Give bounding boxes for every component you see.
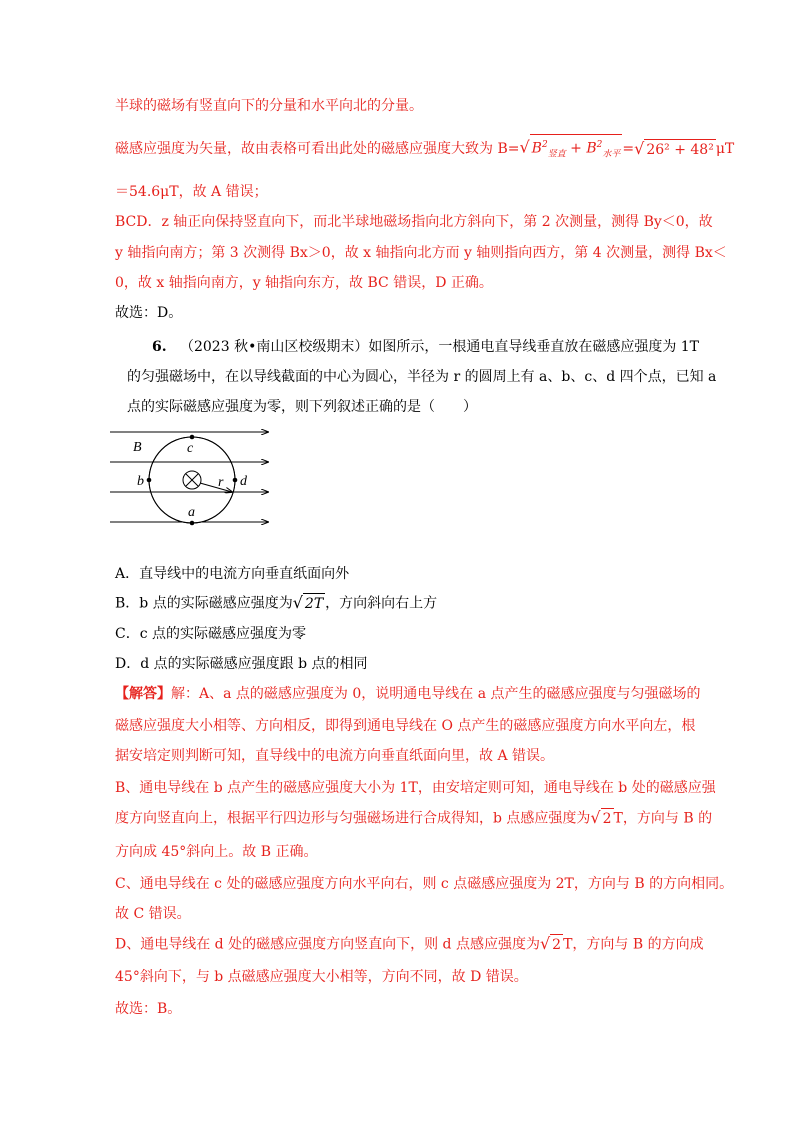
q6-line1 [152,337,699,357]
sol5-line2 [115,134,734,164]
sol5-line1: 半球的磁场有竖直向下的分量和水平向北的分量。 [115,98,423,114]
sol5-line3: ＝54.6μT，故 A 错误； [115,184,268,200]
option-b-prefix: B．b 点的实际磁感应强度为 [115,595,293,612]
sol6-line1-text: 解：A、a 点的磁感应强度为 0，说明通电导线在 a 点产生的磁感应强度与匀强磁场的 [171,686,701,702]
label-d: d [240,474,247,489]
sol6-line1 [115,684,701,704]
point-c [190,435,195,440]
option-b-suffix: ，方向斜向右上方 [325,595,438,612]
label-a: a [188,505,195,520]
label-r: r [218,475,224,490]
sol6-line5-suffix: T，方向与 B 的 [613,810,713,827]
point-d [233,478,238,483]
sol6-line5-prefix: 度方向竖直向上，根据平行四边形与匀强磁场进行合成得知，b 点感应强度为 [115,810,591,827]
sol6-line7: C、通电导线在 c 处的磁感应强度方向水平向右，则 c 点磁感应强度为 2T，方向与 B 的方向相同。 [115,876,734,892]
label-b: b [137,474,144,489]
formula-eq: = [622,141,635,158]
magnetic-field-figure [110,428,280,533]
sol6-line9-prefix: D、通电导线在 d 处的磁感应强度方向竖直向下，则 d 点感应强度为 [115,936,540,953]
sol5-line4: BCD．z 轴正向保持竖直向下，而北半球地磁场指向北方斜向下，第 2 次测量，测得 By＜0，故 [115,214,713,230]
q6-line2: 的匀强磁场中，在以导线截面的中心为圆心，半径为 r 的圆周上有 a、b、c、d 四个点，已知 a [127,369,717,385]
sol6-line5-value: 2 [601,808,614,829]
option-c: C．c 点的实际磁感应强度为零 [115,626,307,642]
sol6-line9-suffix: T，方向与 B 的方向成 [563,936,704,953]
point-b [147,478,152,483]
sol6-line3: 据安培定则判断可知，直导线中的电流方向垂直纸面向里，故 A 错误。 [115,748,555,764]
option-b-value: 2T [303,593,325,614]
sol6-line5 [115,808,712,829]
q6-number: 6. [152,339,167,355]
solution-tag: 【解答】 [115,686,171,702]
sol6-line5-sqrt: √ 2 [590,808,612,827]
option-d: D．d 点的实际磁感应强度跟 b 点的相同 [115,656,368,672]
formula-numbers: 26² + 48² [644,139,715,160]
sol5-line6: 0，故 x 轴指向南方，y 轴指向东方，故 BC 错误，D 正确。 [115,275,493,291]
sol6-line10: 45°斜向下，与 b 点磁感应强度大小相等，方向不同，故 D 错误。 [115,969,528,985]
option-a: A．直导线中的电流方向垂直纸面向外 [115,566,350,582]
sol6-line6: 方向成 45°斜向上。故 B 正确。 [115,844,318,860]
sol6-line9 [115,934,704,955]
sol6-line9-sqrt: √ 2 [539,934,562,953]
sub-horizontal: 水平 [602,149,621,160]
sqrt-formula-components: √ $B^2_{竖直} + B^2_{水平}$ [519,134,622,164]
sol5-line5: y 轴指向南方；第 3 次测得 Bx＞0，故 x 轴指向北方而 y 轴则指向西方，第 4 次测量，测得 Bx＜ [115,245,727,261]
sol5-answer: 故选：D。 [115,305,183,321]
label-c: c [187,441,194,456]
label-B: B [133,440,142,455]
sol6-answer: 故选：B。 [115,1001,182,1017]
option-b [115,593,437,614]
sol6-line9-value: 2 [550,934,563,955]
formula-unit: μT [715,141,735,158]
sol6-line8: 故 C 错误。 [115,906,191,922]
point-a [190,521,195,526]
q6-line1-text: （2023 秋•南山区校级期末）如图所示，一根通电直导线垂直放在磁感应强度为 1T [179,339,700,355]
sqrt-formula-numbers: √ 26² + 48² [634,138,714,158]
sub-vertical: 竖直 [547,149,566,160]
sol6-line2: 磁感应强度大小相等、方向相反，即得到通电导线在 O 点产生的磁感应强度方向水平向左，根 [115,718,696,734]
sol5-line2-prefix: 磁感应强度为矢量，故由表格可看出此处的磁感应强度大致为 B= [115,141,520,158]
option-b-sqrt: √ 2T [292,593,324,612]
sol6-line4: B、通电导线在 b 点产生的磁感应强度大小为 1T，由安培定则可知，通电导线在 b 处的磁感应强 [115,780,716,796]
q6-line3: 点的实际磁感应强度为零，则下列叙述正确的是（ ） [127,399,477,415]
